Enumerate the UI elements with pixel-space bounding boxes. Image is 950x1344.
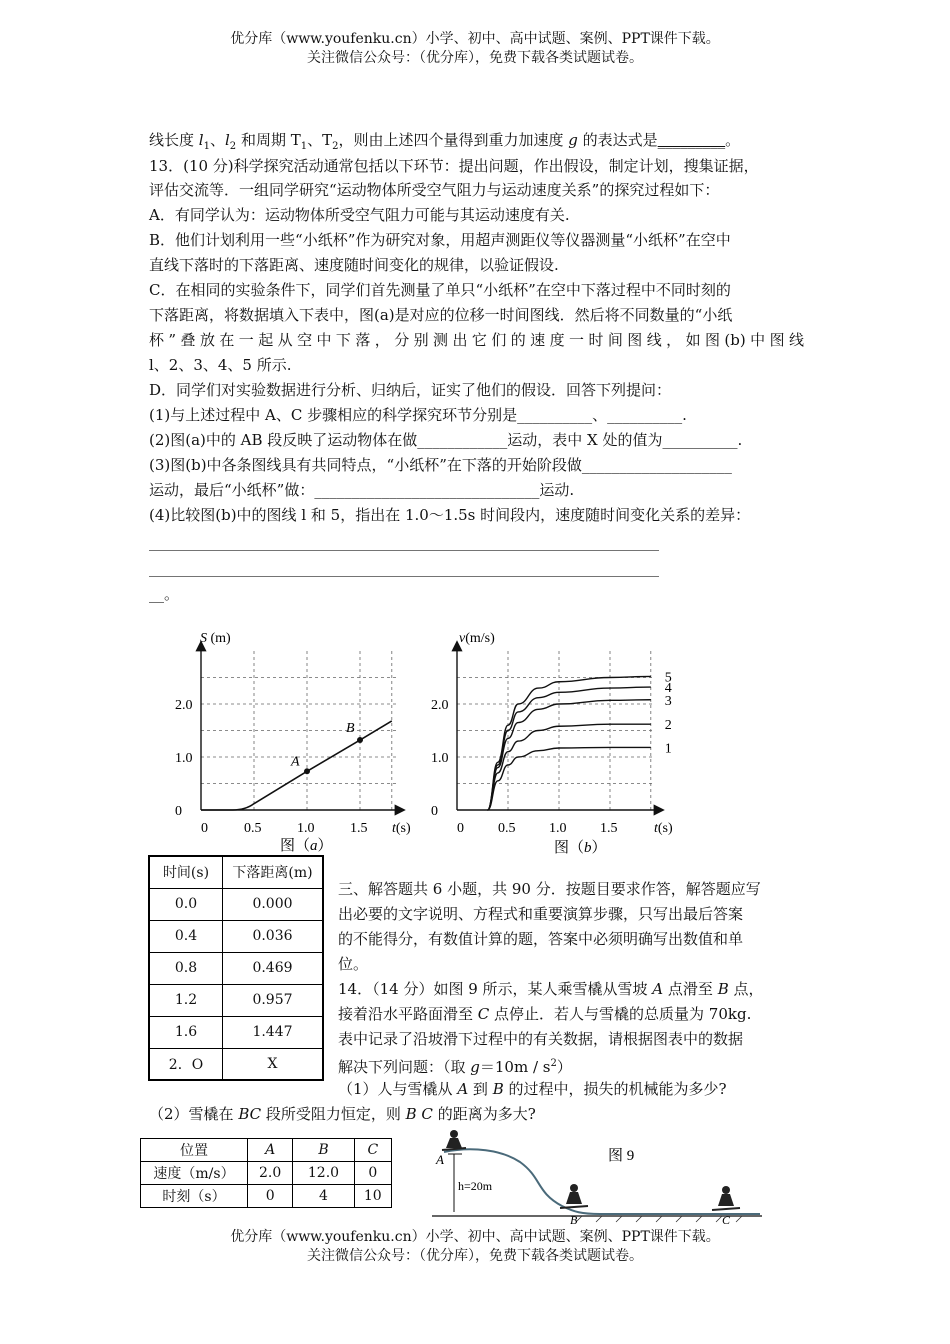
q13-answer-line-1: ____________________________________________________________________ — [149, 533, 659, 551]
table-cell: 0.036 — [223, 920, 324, 952]
table-cell: B — [293, 1139, 354, 1162]
footer-line-1: 优分库（www.youfenku.cn）小学、初中、高中试题、案例、PPT课件下载。 — [230, 1229, 720, 1245]
graph-a-ylabel: S (m) — [200, 631, 231, 646]
q13-line-6: C．在相同的实验条件下，同学们首先测量了单只“小纸杯”在空中下落过程中不同时刻的 — [149, 281, 731, 299]
x-tick-label: 0 — [201, 821, 208, 836]
graph-b-grid — [457, 648, 654, 810]
table-cell: 0.0 — [149, 888, 223, 920]
header-line-1: 优分库（www.youfenku.cn）小学、初中、高中试题、案例、PPT课件下载。 — [230, 31, 720, 47]
x-tick-label: 1.5 — [600, 821, 618, 836]
header-line-2: 关注微信公众号：（优分库），免费下载各类试题试卷。 — [307, 50, 643, 66]
table-cell: C — [354, 1139, 391, 1162]
q13-line-1: 13．(10 分)科学探究活动通常包括以下环节：提出问题，作出假设，制定计划，搜集证据， — [149, 157, 759, 175]
y-tick-label: 0 — [431, 804, 438, 819]
graph-a — [168, 628, 428, 860]
graph-a-label-b: B — [346, 721, 355, 737]
table-cell: 位置 — [141, 1139, 248, 1162]
table-cell: 0.4 — [149, 920, 223, 952]
x-tick-label: 0 — [457, 821, 464, 836]
curve-label-5: 5 — [664, 670, 672, 686]
q13-line-7: 下落距离，将数据填入下表中，图(a)是对应的位移一时间图线．然后将不同数量的“小纸 — [149, 306, 733, 324]
table-row — [141, 1185, 392, 1208]
x-tick-label: 0.5 — [498, 821, 516, 836]
q13-line-11: (1)与上述过程中 A、C 步骤相应的科学探究环节分别是__________、__________. — [149, 406, 687, 424]
table-header-distance: 下落距离(m) — [223, 856, 324, 888]
graph-a-point-a — [304, 768, 310, 774]
graph-a-caption: 图（a） — [280, 838, 333, 854]
figure9-height: h=20m — [458, 1179, 493, 1193]
figure9-label-a: A — [436, 1152, 444, 1167]
q13-line-3: A．有同学认为：运动物体所受空气阻力可能与其运动速度有关. — [149, 206, 570, 224]
position-table — [140, 1138, 392, 1208]
curve-label-4: 4 — [664, 681, 672, 697]
y-tick-label: 0 — [175, 804, 182, 819]
curve-2 — [488, 724, 651, 810]
graph-b-ticks — [431, 698, 618, 836]
q13-line-15: (4)比较图(b)中的图线 l 和 5，指出在 1.0～1.5s 时间段内，速度随时间变化关系的差异： — [149, 506, 751, 524]
table-cell: 1.6 — [149, 1016, 223, 1048]
table-cell: X — [223, 1048, 324, 1080]
table-cell: 速度（m/s） — [141, 1162, 248, 1185]
curve-label-1: 1 — [664, 741, 672, 757]
q14-line-4: 解决下列问题：（取 $g=10m / s^2$） — [338, 1058, 572, 1076]
q13-line-2: 评估交流等．一组同学研究“运动物体所受空气阻力与运动速度关系”的探究过程如下： — [149, 181, 720, 199]
x-tick-label: 1.5 — [350, 821, 368, 836]
curve-label-2: 2 — [664, 718, 672, 734]
sledder-c-icon — [712, 1186, 740, 1210]
table-cell: 0 — [248, 1185, 293, 1208]
y-tick-label: 2.0 — [175, 698, 193, 713]
curve-5 — [488, 676, 651, 810]
table-cell: 12.0 — [293, 1162, 354, 1185]
section3-line-2: 出必要的文字说明、方程式和重要演算步骤，只写出最后答案 — [338, 905, 744, 923]
y-tick-label: 1.0 — [175, 751, 193, 766]
q13-line-14: 运动，最后“小纸杯”做：______________________________运动. — [149, 481, 575, 499]
q14-line-1: 14．（14 分）如图 9 所示，某人乘雪橇从雪坡 A 点滑至 B 点， — [338, 980, 764, 998]
table-cell: 2．O — [149, 1048, 223, 1080]
section3-line-1: 三、解答题共 6 小题，共 90 分．按题目要求作答，解答题应写 — [338, 880, 761, 898]
table-cell: 4 — [293, 1185, 354, 1208]
q13-line-13: (3)图(b)中各条图线具有共同特点，“小纸杯”在下落的开始阶段做____________________ — [149, 456, 732, 474]
table-row — [149, 1048, 323, 1080]
graph-a-ticks — [175, 698, 368, 836]
q13-line-12: (2)图(a)中的 AB 段反映了运动物体在做____________运动，表中 X 处的值为__________. — [149, 431, 743, 449]
q14-part-1: （1）人与雪橇从 A 到 B 的过程中，损失的机械能为多少? — [338, 1080, 727, 1098]
section3-line-4: 位。 — [338, 955, 369, 973]
q14-part-2: （2）雪橇在 BC 段所受阻力恒定，则 B C 的距离为多大? — [149, 1105, 536, 1123]
ground-hatch — [576, 1216, 742, 1222]
q13-line-9: l、2、3、4、5 所示. — [149, 356, 292, 374]
x-tick-label: 1.0 — [297, 821, 315, 836]
table-row — [141, 1162, 392, 1185]
table-row — [149, 920, 323, 952]
table-cell: 0.8 — [149, 952, 223, 984]
q13-answer-line-2: ____________________________________________________________________ — [149, 559, 659, 577]
x-tick-label: 0.5 — [244, 821, 262, 836]
footer-line-2: 关注微信公众号：（优分库），免费下载各类试题试卷。 — [307, 1248, 643, 1264]
table-row — [149, 888, 323, 920]
table-cell: 0.000 — [223, 888, 324, 920]
q13-line-4: B．他们计划利用一些“小纸杯”作为研究对象，用超声测距仪等仪器测量“小纸杯”在空中 — [149, 231, 731, 249]
graph-b-caption: 图（b） — [554, 840, 607, 856]
q13-answer-line-3: __。 — [149, 585, 180, 603]
table-row — [149, 952, 323, 984]
table-cell: 10 — [354, 1185, 391, 1208]
table-cell: 0.469 — [223, 952, 324, 984]
table-row — [149, 984, 323, 1016]
figure-9 — [432, 1120, 762, 1224]
x-tick-label: 1.0 — [549, 821, 567, 836]
figure9-label-c: C — [722, 1213, 731, 1224]
graph-b-xlabel: t(s) — [654, 821, 673, 836]
table-cell: 2.0 — [248, 1162, 293, 1185]
table-cell: 0.957 — [223, 984, 324, 1016]
graph-b-curves — [488, 676, 651, 810]
q12-tail: 线长度 $l_1$、$l_2$ 和周期 $T_1$、$T_2$，则由上述四个量得到重力加速度 g 的表达式是_________。 — [149, 131, 741, 152]
table-cell: A — [248, 1139, 293, 1162]
table-cell: 1.447 — [223, 1016, 324, 1048]
graph-b — [422, 628, 694, 860]
table-header-time: 时间(s) — [149, 856, 223, 888]
figure9-label-b: B — [570, 1213, 578, 1224]
q14-line-2: 接着沿水平路面滑至 C 点停止．若人与雪橇的总质量为 70kg. — [338, 1005, 752, 1023]
distance-table — [148, 855, 324, 1081]
curve-label-3: 3 — [664, 693, 672, 709]
section3-line-3: 的不能得分，有数值计算的题，答案中必须明确写出数值和单 — [338, 930, 744, 948]
graph-a-grid — [201, 648, 396, 810]
table-header-row — [149, 856, 323, 888]
table-cell: 1.2 — [149, 984, 223, 1016]
q13-line-10: D．同学们对实验数据进行分析、归纳后，证实了他们的假设．回答下列提问： — [149, 381, 672, 399]
y-tick-label: 1.0 — [431, 751, 449, 766]
figure9-caption: 图 9 — [608, 1148, 635, 1164]
graph-b-curve-labels — [665, 670, 672, 756]
sledder-a-icon — [442, 1130, 466, 1150]
sledder-b-icon — [560, 1184, 588, 1208]
graph-a-point-b — [357, 737, 363, 743]
table-header-row — [141, 1139, 392, 1162]
q13-line-5: 直线下落时的下落距离、速度随时间变化的规律，以验证假设. — [149, 256, 559, 274]
q13-line-8: 杯”叠放在一起从空中下落，分别测出它们的速度一时间图线，如图(b)中图线 — [149, 331, 804, 349]
q14-line-3: 表中记录了沿坡滑下过程中的有关数据，请根据图表中的数据 — [338, 1030, 744, 1048]
y-tick-label: 2.0 — [431, 698, 449, 713]
table-cell: 时刻（s） — [141, 1185, 248, 1208]
graph-a-label-a: A — [291, 754, 300, 770]
table-cell: 0 — [354, 1162, 391, 1185]
graph-a-xlabel: t(s) — [392, 821, 411, 836]
table-row — [149, 1016, 323, 1048]
graph-b-ylabel: v(m/s) — [459, 631, 495, 646]
